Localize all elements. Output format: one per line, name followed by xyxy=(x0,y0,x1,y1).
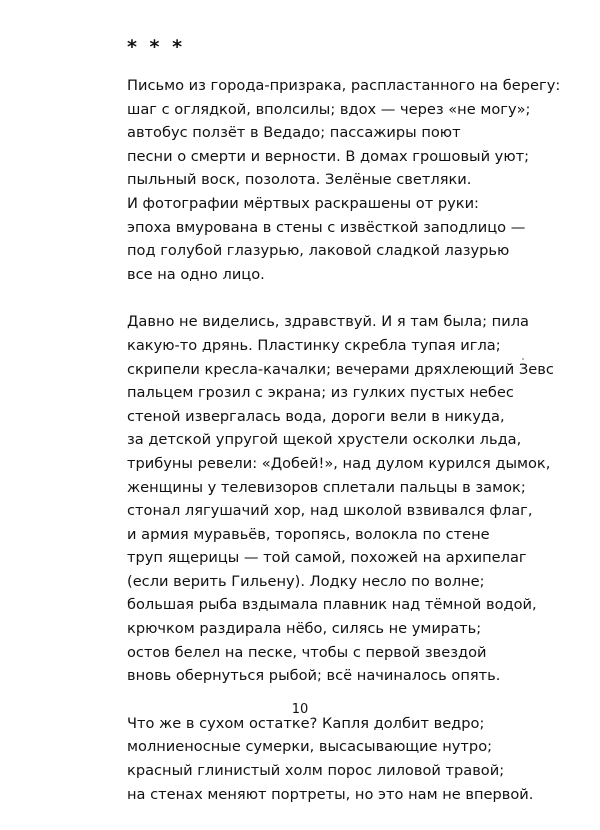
poem-line: красный глинистый холм порос лиловой травой; xyxy=(127,762,505,780)
stanza-3 xyxy=(127,712,567,806)
paper-speck xyxy=(522,358,524,360)
stanza-2 xyxy=(127,310,567,688)
poem-line: автобус ползёт в Ведадо; пассажиры поют xyxy=(127,124,461,142)
poem-line: крючком раздирала нёбо, силясь не умирать; xyxy=(127,620,482,638)
poem-line: шаг с оглядкой, вполсилы; вдох — через «не могу»; xyxy=(127,100,531,118)
page-number: 10 xyxy=(291,702,309,717)
poem-line: эпоха вмурована в стены с извёсткой заподлицо — xyxy=(127,218,526,236)
poem-line: песни о смерти и верности. В домах грошовый уют; xyxy=(127,147,530,165)
poem-line: пыльный воск, позолота. Зелёные светляки. xyxy=(127,171,472,189)
poem-line: Давно не виделись, здравствуй. И я там была; пила xyxy=(127,313,529,331)
poem-line: скрипели кресла-качалки; вечерами дряхлеющий Зевс xyxy=(127,360,554,378)
poem-line: пальцем грозил с экрана; из гулких пустых небес xyxy=(127,384,514,402)
poem-line: все на одно лицо. xyxy=(127,265,265,283)
poem-line: стонал лягушачий хор, над школой взвивался флаг, xyxy=(127,502,533,520)
poem-line: какую-то дрянь. Пластинку скребла тупая игла; xyxy=(127,336,501,354)
poem-line: за детской упругой щекой хрустели осколки льда, xyxy=(127,431,522,449)
poem-line: Письмо из города-призрака, распластанного на берегу: xyxy=(127,77,561,94)
poem-line: (если верить Гильену). Лодку несло по волне; xyxy=(127,572,485,590)
poem-line: большая рыба вздымала плавник над тёмной водой, xyxy=(127,596,537,614)
poem-line: остов белел на песке, чтобы с первой звездой xyxy=(127,643,487,661)
poem-line: Что же в сухом остатке? Капля долбит ведро; xyxy=(127,714,485,732)
poem-line: труп ящерицы — той самой, похожей на архипелаг xyxy=(127,549,527,567)
poem-line: И фотографии мёртвых раскрашены от руки: xyxy=(127,194,479,212)
poem-line: под голубой глазурью, лаковой сладкой лазурью xyxy=(127,242,510,260)
stanza-1 xyxy=(127,74,567,286)
poem-line: вновь обернуться рыбой; всё начиналось опять. xyxy=(127,667,501,685)
poem-line: стеной извергалась вода, дороги вели в никуда, xyxy=(127,407,505,425)
section-separator: * * * xyxy=(127,36,186,58)
poem-line: и армия муравьёв, торопясь, волокла по стене xyxy=(127,525,490,543)
poem-line: трибуны ревели: «Добей!», над дулом курился дымок, xyxy=(127,454,551,472)
poem-line: на стенах меняют портреты, но это нам не впервой. xyxy=(127,785,534,803)
poem-line: молниеносные сумерки, высасывающие нутро; xyxy=(127,738,493,756)
poem-line: женщины у телевизоров сплетали пальцы в замок; xyxy=(127,478,526,496)
